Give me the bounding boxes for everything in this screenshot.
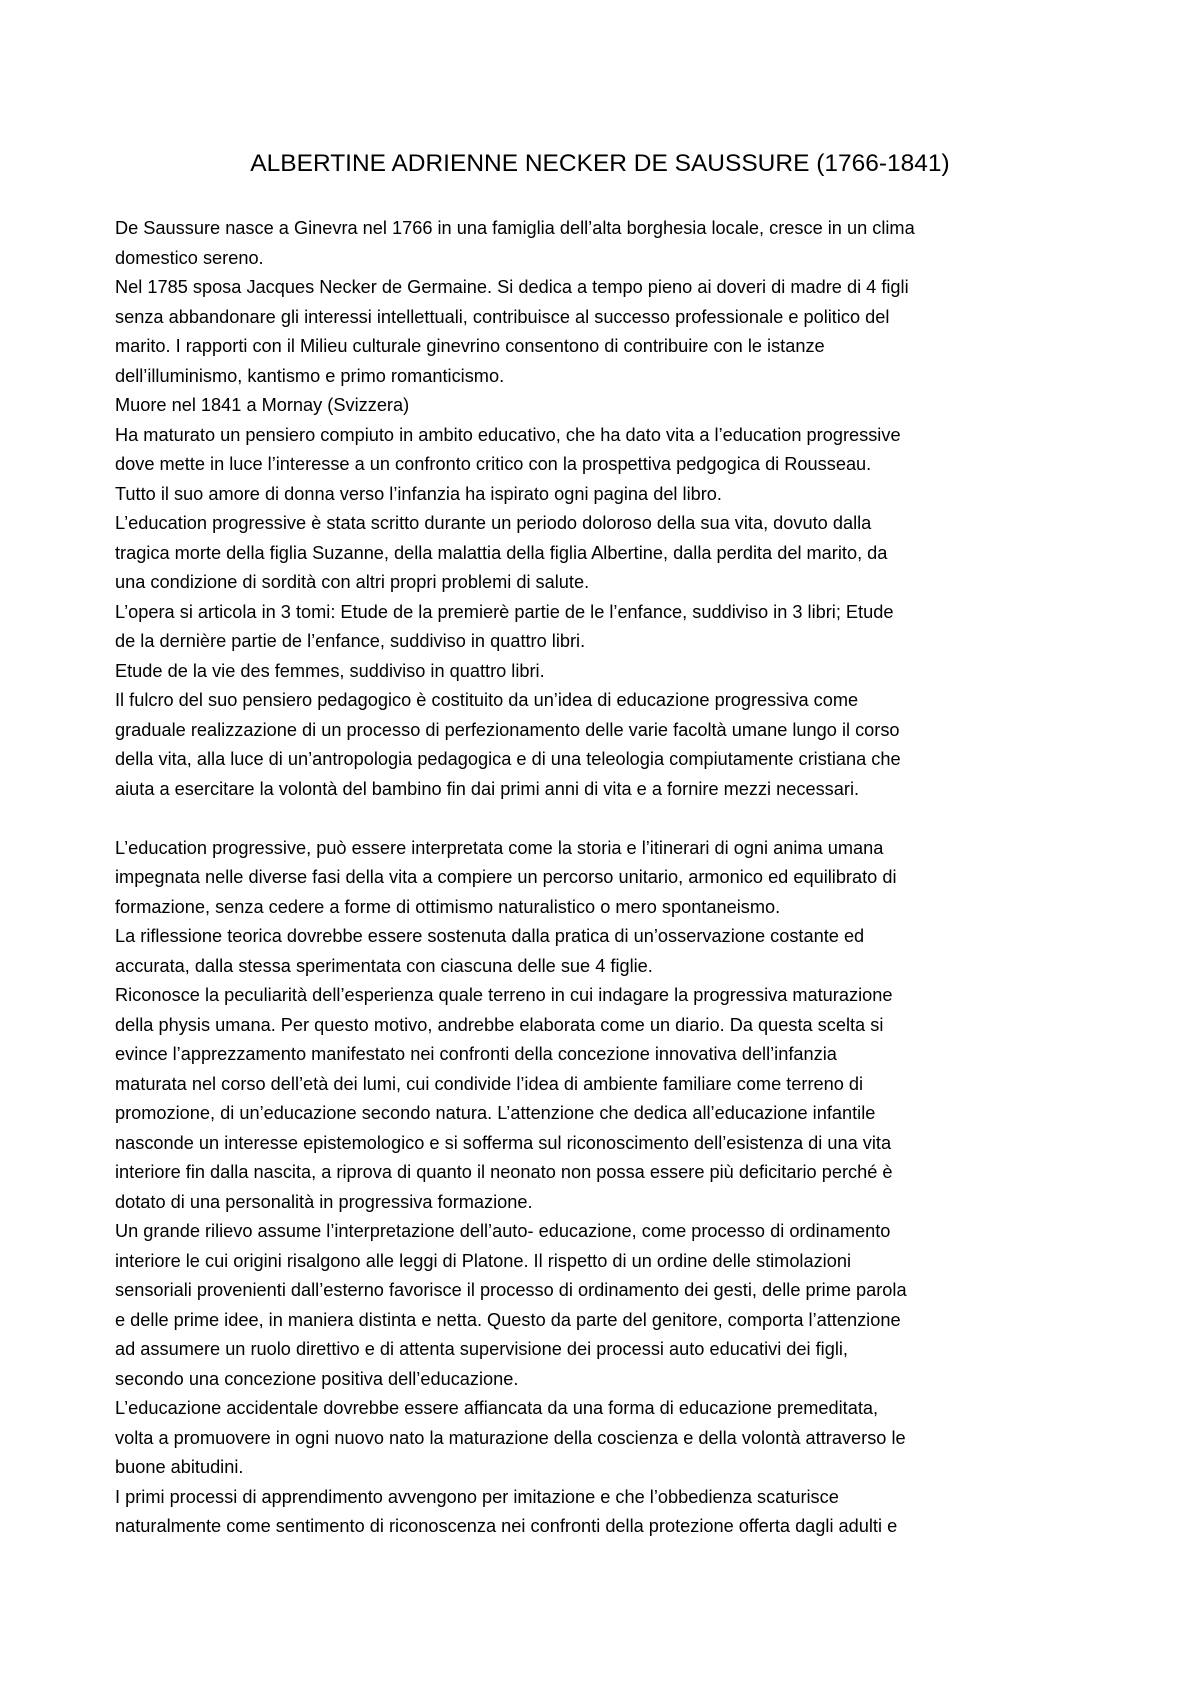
text-line: Ha maturato un pensiero compiuto in ambito educativo, che ha dato vita a l’education progressive — [115, 424, 901, 445]
text-line: marito. I rapporti con il Milieu culturale ginevrino consentono di contribuire con le istanze — [115, 336, 825, 356]
text-line: una condizione di sordità con altri propri problemi di salute. — [115, 572, 590, 592]
text-line: della physis umana. Per questo motivo, andrebbe elaborata come un diario. Da questa scelta si — [115, 1014, 884, 1035]
text-line: sensoriali provenienti dall’esterno favorisce il processo di ordinamento dei gesti, delle prime parola — [115, 1280, 907, 1300]
text-line: domestico sereno. — [115, 247, 264, 268]
text-line: dove mette in luce l’interesse a un confronto critico con la prospettiva pedgogica di Rousseau. — [115, 454, 872, 474]
text-line: interiore le cui origini risalgono alle leggi di Platone. Il rispetto di un ordine delle stimolazioni — [115, 1250, 851, 1271]
text-line: evince l’apprezzamento manifestato nei confronti della concezione innovativa dell’infanzia — [115, 1044, 837, 1064]
text-line: Riconosce la peculiarità dell’esperienza quale terreno in cui indagare la progressiva maturazione — [115, 985, 893, 1005]
text-line: senza abbandonare gli interessi intellettuali, contribuisce al successo professionale e politico del — [115, 306, 890, 327]
text-line: impegnata nelle diverse fasi della vita a compiere un percorso unitario, armonico ed equilibrato di — [115, 867, 897, 887]
text-line — [115, 804, 1115, 834]
text-line: Tutto il suo amore di donna verso l’infanzia ha ispirato ogni pagina del libro. — [115, 483, 722, 504]
text-line: dotato di una personalità in progressiva formazione. — [115, 1191, 533, 1212]
text-line: ad assumere un ruolo direttivo e di attenta supervisione dei processi auto educativi dei figli, — [115, 1339, 848, 1359]
text-line: formazione, senza cedere a forme di ottimismo naturalistico o mero spontaneismo. — [115, 896, 781, 917]
text-line: accurata, dalla stessa sperimentata con ciascuna delle sue 4 figlie. — [115, 955, 653, 976]
text-line: buone abitudini. — [115, 1457, 244, 1477]
text-line: tragica morte della figlia Suzanne, della malattia della figlia Albertine, dalla perdita del marito, da — [115, 542, 888, 563]
text-line: volta a promuovere in ogni nuovo nato la maturazione della coscienza e della volontà attraverso le — [115, 1427, 906, 1448]
text-line: La riflessione teorica dovrebbe essere sostenuta dalla pratica di un’osservazione costante ed — [115, 926, 865, 946]
text-line: e delle prime idee, in maniera distinta e netta. Questo da parte del genitore, comporta l’attenzione — [115, 1309, 901, 1330]
text-line: Un grande rilievo assume l’interpretazione dell’auto- educazione, come processo di ordinamento — [115, 1221, 891, 1241]
text-line: interiore fin dalla nascita, a riprova di quanto il neonato non possa essere più deficitario perché è — [115, 1162, 893, 1182]
text-line: promozione, di un’educazione secondo natura. L’attenzione che dedica all’educazione infantile — [115, 1103, 876, 1123]
text-line: aiuta a esercitare la volontà del bambino fin dai primi anni di vita e a fornire mezzi necessari. — [115, 778, 860, 799]
document-title: ALBERTINE ADRIENNE NECKER DE SAUSSURE (1766-1841) — [250, 150, 950, 177]
text-line: L’education progressive, può essere interpretata come la storia e l’itinerari di ogni anima umana — [115, 837, 884, 858]
text-line: Il fulcro del suo pensiero pedagogico è costituito da un’idea di educazione progressiva come — [115, 690, 859, 710]
text-line: Nel 1785 sposa Jacques Necker de Germaine. Si dedica a tempo pieno ai doveri di madre di 4 figli — [115, 277, 909, 297]
text-line: L’education progressive è stata scritto durante un periodo doloroso della sua vita, dovuto dalla — [115, 513, 872, 533]
text-line: Muore nel 1841 a Mornay (Svizzera) — [115, 395, 410, 415]
document-body — [115, 214, 1115, 1542]
text-line: De Saussure nasce a Ginevra nel 1766 in una famiglia dell’alta borghesia locale, cresce in un clima — [115, 218, 915, 238]
text-line: nasconde un interesse epistemologico e si sofferma sul riconoscimento dell’esistenza di una vita — [115, 1132, 892, 1153]
text-line: secondo una concezione positiva dell’educazione. — [115, 1368, 519, 1389]
text-line: I primi processi di apprendimento avvengono per imitazione e che l’obbedienza scaturisce — [115, 1486, 839, 1507]
text-line: maturata nel corso dell’età dei lumi, cui condivide l’idea di ambiente familiare come terreno di — [115, 1073, 864, 1094]
text-line: naturalmente come sentimento di riconoscenza nei confronti della protezione offerta dagli adulti e — [115, 1516, 898, 1536]
text-line: Etude de la vie des femmes, suddiviso in quattro libri. — [115, 660, 545, 681]
text-line: de la dernière partie de l’enfance, suddiviso in quattro libri. — [115, 631, 586, 651]
text-line: graduale realizzazione di un processo di perfezionamento delle varie facoltà umane lungo il corso — [115, 719, 900, 740]
text-line: della vita, alla luce di un’antropologia pedagogica e di una teleologia compiutamente cristiana che — [115, 749, 901, 769]
text-line: L’educazione accidentale dovrebbe essere affiancata da una forma di educazione premeditata, — [115, 1398, 879, 1418]
text-line: L’opera si articola in 3 tomi: Etude de la premierè partie de le l’enfance, suddiviso in 3 libri; Etude — [115, 601, 894, 622]
text-line: dell’illuminismo, kantismo e primo romanticismo. — [115, 365, 505, 386]
